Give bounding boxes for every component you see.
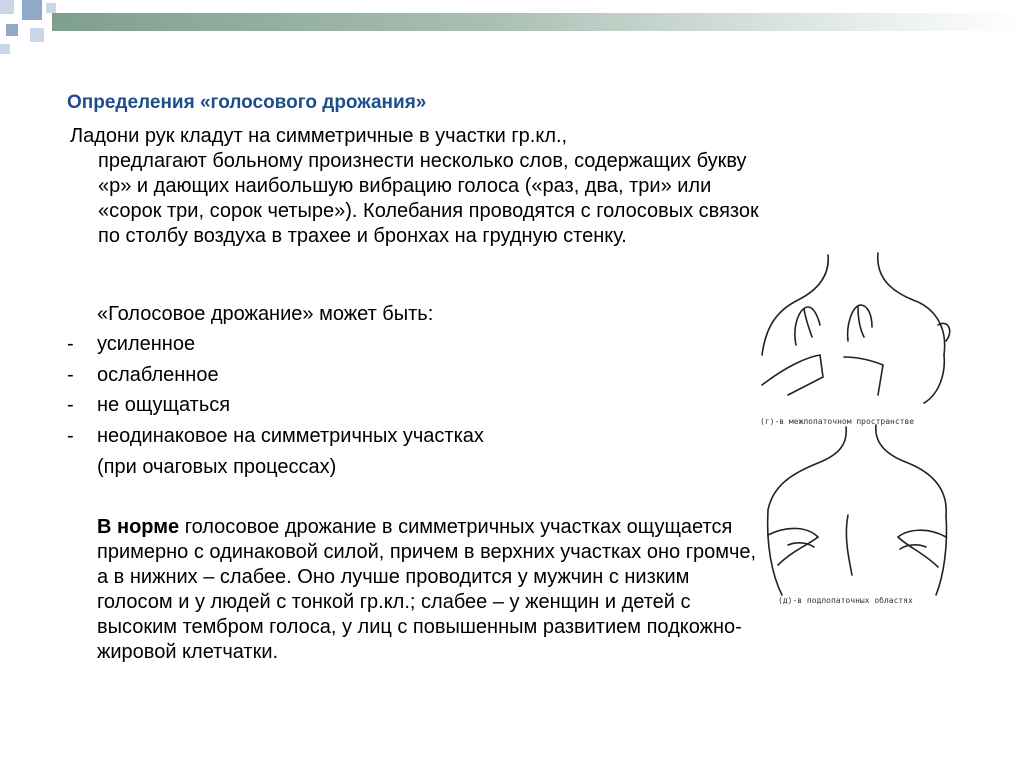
list-dash: - bbox=[67, 333, 74, 355]
slide-title: Определения «голосового дрожания» bbox=[67, 92, 427, 113]
decor-square-1 bbox=[0, 0, 14, 14]
palpation-illustration bbox=[748, 245, 968, 610]
list-dash: - bbox=[67, 364, 74, 386]
list-item: ослабленное bbox=[97, 364, 219, 386]
norm-paragraph bbox=[97, 515, 757, 665]
norm-text: голосовое дрожание в симметричных участках ощущается примерно с одинаковой силой, причем в верхних участках оно громче, а в нижних – слабее. Оно лучше проводится у мужчин с низким голосом и у людей с тонкой гр.кл.; слабее – у женщин и детей с высоким тембром голоса, у лиц с повышенным развитием подкожно-жировой клетчатки. bbox=[97, 516, 757, 663]
decor-square-6 bbox=[0, 44, 10, 54]
decor-square-3 bbox=[46, 3, 56, 13]
decor-square-4 bbox=[6, 24, 18, 36]
upper-back-drawing bbox=[762, 253, 950, 403]
list-item: неодинаковое на симметричных участках bbox=[97, 425, 484, 447]
caption-top: (г)-в межлопаточном пространстве bbox=[760, 417, 915, 426]
header-gradient-bar bbox=[52, 13, 1024, 31]
decor-square-2 bbox=[22, 0, 42, 20]
list-dash: - bbox=[67, 425, 74, 447]
intro-paragraph bbox=[70, 124, 760, 249]
caption-bottom: (д)-в подлопаточных областях bbox=[778, 596, 913, 605]
intro-first-line: Ладони рук кладут на симметричные в участки гр.кл., bbox=[70, 125, 568, 147]
decor-square-5 bbox=[30, 28, 44, 42]
norm-bold-lead: В норме bbox=[97, 516, 180, 538]
list-item: усиленное bbox=[97, 333, 196, 355]
types-heading: «Голосовое дрожание» может быть: bbox=[97, 303, 434, 325]
types-note: (при очаговых процессах) bbox=[97, 456, 337, 478]
lower-back-drawing bbox=[768, 425, 947, 595]
intro-rest: предлагают больному произнести несколько слов, содержащих букву «р» и дающих наибольшую вибрацию голоса («раз, два, три» или «сорок три, сорок четыре»). Колебания проводятся с голосовых связок по столбу воздуха в трахее и бронхах на грудную стенку. bbox=[98, 150, 759, 247]
list-dash: - bbox=[67, 394, 74, 416]
list-item: не ощущаться bbox=[97, 394, 231, 416]
